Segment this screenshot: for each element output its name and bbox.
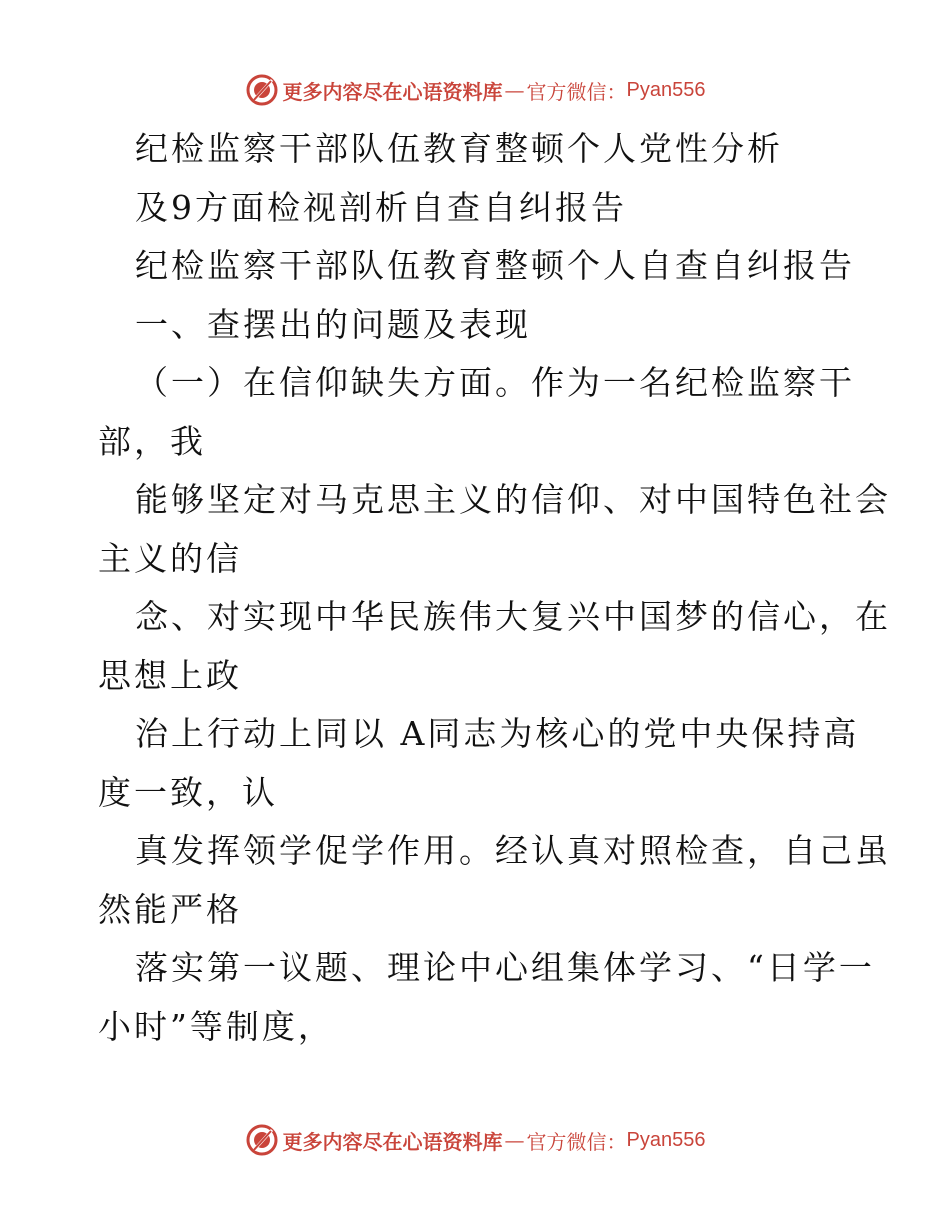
- banner-brand: 更多内容尽在心语资料库: [282, 1129, 503, 1154]
- paragraph-line: 然能严格: [98, 889, 242, 929]
- red-seal-pen-icon: [245, 1123, 279, 1157]
- banner-separator: —: [504, 78, 525, 102]
- banner-handle: Pyan556: [626, 1128, 706, 1151]
- header-banner: [0, 70, 950, 110]
- doc-title-line-2: 及9方面检视剖析自查自纠报告: [135, 187, 627, 227]
- banner-label: 官方微信：: [526, 79, 627, 104]
- paragraph-line: 念、对实现中华民族伟大复兴中国梦的信心，在: [135, 597, 891, 636]
- banner-separator: —: [504, 1128, 525, 1152]
- red-seal-pen-icon: [245, 73, 279, 107]
- paragraph-line: 部，我: [98, 421, 206, 461]
- document-body: [98, 120, 891, 1056]
- paragraph-line: 落实第一议题、理论中心组集体学习、“日学一: [135, 948, 875, 987]
- paragraph-line: 小时”等制度，: [98, 1006, 334, 1046]
- section-heading: 一、查摆出的问题及表现: [135, 304, 531, 344]
- doc-title-line-1: 纪检监察干部队伍教育整顿个人党性分析: [135, 129, 783, 168]
- paragraph-line: 思想上政: [98, 655, 242, 695]
- footer-banner: [0, 1120, 950, 1160]
- doc-subtitle: 纪检监察干部队伍教育整顿个人自查自纠报告: [135, 246, 855, 285]
- paragraph-line: 度一致，认: [98, 772, 278, 812]
- banner-handle: Pyan556: [626, 78, 706, 101]
- paragraph-line: 治上行动上同以 A同志为核心的党中央保持高: [135, 714, 860, 753]
- banner-brand: 更多内容尽在心语资料库: [282, 79, 503, 104]
- banner-label: 官方微信：: [526, 1129, 627, 1154]
- paragraph-line: 能够坚定对马克思主义的信仰、对中国特色社会: [135, 480, 891, 519]
- paragraph-line: （一）在信仰缺失方面。作为一名纪检监察干: [135, 363, 855, 402]
- paragraph-line: 真发挥领学促学作用。经认真对照检查，自己虽: [135, 831, 891, 870]
- paragraph-line: 主义的信: [98, 538, 242, 578]
